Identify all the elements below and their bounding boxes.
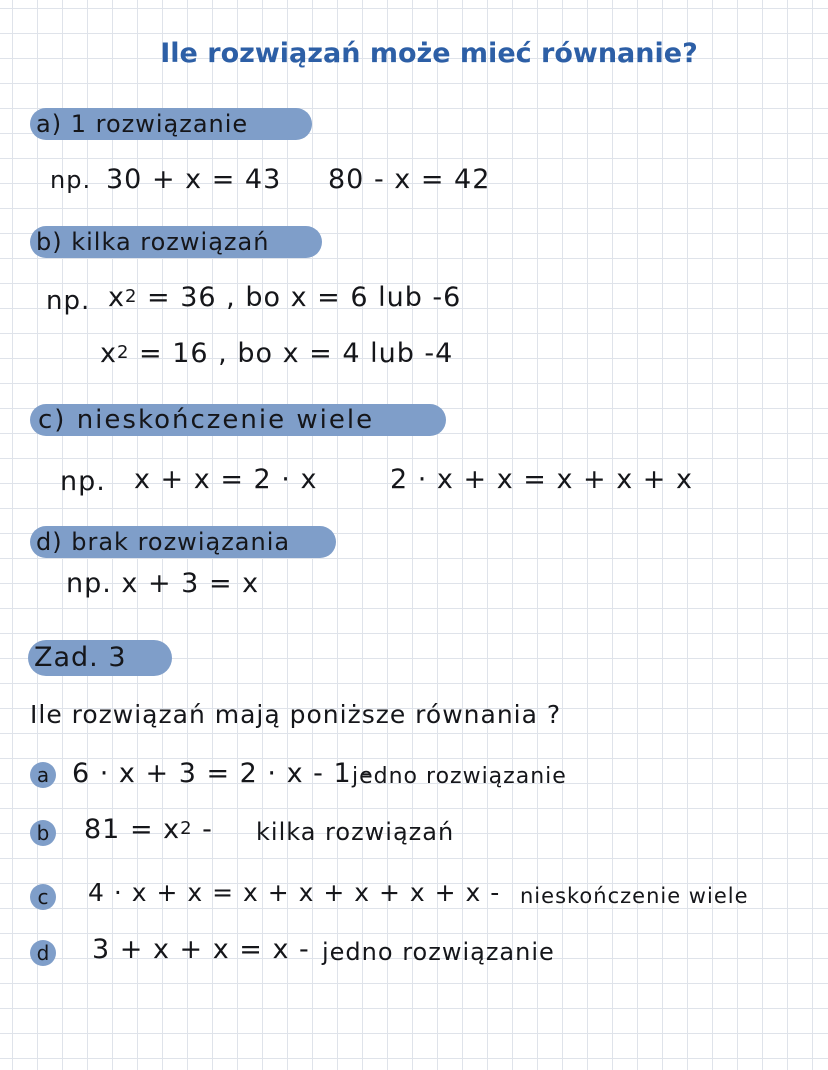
item-c-answer: nieskończenie wiele [520,884,749,908]
label-c: c) nieskończenie wiele [38,405,375,435]
item-c-equation: 4 · x + x = x + x + x + x + x - [88,878,501,907]
item-b-answer: kilka rozwiązań [256,818,455,846]
example-b-line2-base: x [100,338,117,369]
item-d-badge: d [30,940,56,966]
label-d: d) brak rozwiązania [36,528,291,556]
example-b-prefix: np. [46,286,91,316]
example-c-2: 2 · x + x = x + x + x [390,464,693,495]
example-c-1: x + x = 2 · x [134,464,318,495]
page-title: Ile rozwiązań może mieć równanie? [160,38,698,69]
item-a-equation: 6 · x + 3 = 2 · x - 1 - [72,758,372,789]
example-b-line1-rest: = 36 , bo x = 6 lub -6 [137,282,462,313]
example-c-prefix: np. [60,466,106,497]
example-b-line1 [108,282,461,313]
task-question: Ile rozwiązań mają poniższe równania ? [30,700,562,729]
item-d-equation: 3 + x + x = x - [92,934,310,965]
item-a-badge: a [30,762,56,788]
example-b-line2-rest: = 16 , bo x = 4 lub -4 [129,338,454,369]
example-b-line2-exp: 2 [116,342,130,363]
example-a-2: 80 - x = 42 [328,164,491,195]
label-b: b) kilka rozwiązań [36,228,270,256]
task-label: Zad. 3 [34,642,127,673]
example-b-line1-base: x [108,282,125,313]
example-a-1: 30 + x = 43 [106,164,282,195]
item-d-answer: jedno rozwiązanie [322,938,555,966]
item-b-equation-tail: - [192,814,213,845]
label-a: a) 1 rozwiązanie [36,110,249,138]
item-a-answer: jedno rozwiązanie [352,764,567,789]
item-b-equation-exp: 2 [180,818,193,839]
example-d: np. x + 3 = x [66,568,260,599]
item-b-badge: b [30,820,56,846]
item-c-badge: c [30,884,56,910]
example-b-line1-exp: 2 [124,286,138,307]
example-b-line2 [100,338,453,369]
item-b-equation-base: 81 = x [84,814,181,845]
item-b-equation [84,814,213,845]
example-a-prefix: np. [50,166,92,194]
